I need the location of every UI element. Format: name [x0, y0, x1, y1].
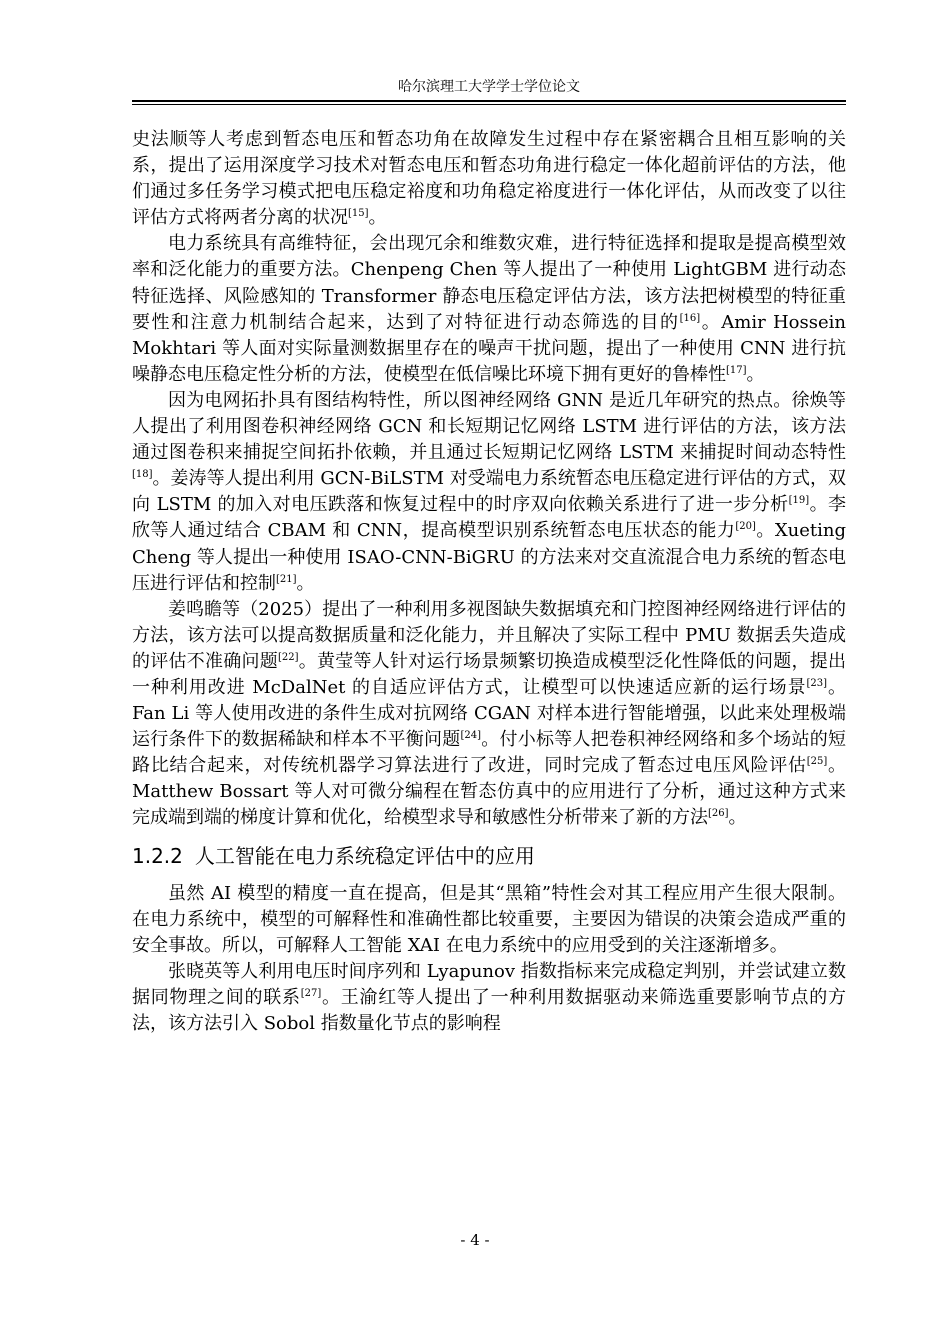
citation: [24] [460, 730, 482, 742]
text-run: 电力系统具有高维特征，会出现冗余和维数灾难，进行特征选择和提取是提高模型效率和泛化能力的重要方法。Chenpeng Chen 等人提出了一种使用 LightGBM 进行动态特征选择、风险感知的 Transformer 静态电压稳定评估方法，该方法把树模型的特征重要性和注意力机制结合起来，达到了对特征进行动态筛选的目的 [132, 233, 846, 333]
section-heading [132, 842, 846, 870]
running-header: 哈尔滨理工大学学士学位论文 [398, 79, 580, 95]
text-run: 。 [368, 207, 387, 229]
text-run: 。 [296, 572, 315, 594]
paragraph [132, 597, 846, 832]
citation: [21] [276, 573, 297, 585]
paragraph [132, 881, 846, 959]
citation: [18] [132, 469, 153, 481]
text-run: 张晓英等人利用电压时间序列和 Lyapunov 指数指标来完成稳定判别，并尝试建立数据同物理之间的联系 [132, 960, 846, 1008]
citation: [16] [679, 312, 701, 324]
section-title: 人工智能在电力系统稳定评估中的应用 [194, 843, 535, 868]
body-text [132, 127, 846, 1037]
citation: [19] [788, 495, 810, 507]
citation: [26] [708, 808, 729, 820]
text-run: 。 [728, 807, 747, 829]
paragraph [132, 388, 846, 597]
citation: [15] [348, 208, 369, 220]
citation: [27] [300, 987, 322, 999]
header-rule-thin [132, 104, 846, 105]
text-run: 。李欣等人通过结合 CBAM 和 CNN，提高模型识别系统暂态电压状态的能力 [132, 494, 846, 542]
text-run: 。Xueting Cheng 等人提出一种使用 ISAO-CNN-BiGRU 的方法来对交直流混合电力系统的暂态电压进行评估和控制 [132, 520, 846, 594]
text-run: 。Amir Hossein Mokhtari 等人面对实际量测数据里存在的噪声干扰问题，提出了一种使用 CNN 进行抗噪静态电压稳定性分析的方法，使模型在低信噪比环境下拥有更好的鲁棒性 [132, 311, 846, 385]
citation: [22] [278, 651, 299, 663]
text-run: 因为电网拓扑具有图结构特性，所以图神经网络 GNN 是近几年研究的热点。徐焕等人提出了利用图卷积神经网络 GCN 和长短期记忆网络 LSTM 进行评估的方法，该方法通过图卷积来捕捉空间拓扑依赖，并且通过长短期记忆网络 LSTM 来捕捉时间动态特性 [132, 389, 846, 464]
paragraph [132, 127, 846, 231]
text-run: 。付小标等人把卷积神经网络和多个场站的短路比结合起来，对传统机器学习算法进行了改进，同时完成了暂态过电压风险评估 [132, 729, 846, 777]
text-run: 史法顺等人考虑到暂态电压和暂态功角在故障发生过程中存在紧密耦合且相互影响的关系，提出了运用深度学习技术对暂态电压和暂态功角进行稳定一体化超前评估的方法，他们通过多任务学习模式把电压稳定裕度和功角稳定裕度进行一体化评估，从而改变了以往评估方式将两者分离的状况 [132, 129, 846, 229]
text-run: 虽然 AI 模型的精度一直在提高，但是其“黑箱”特性会对其工程应用产生很大限制。在电力系统中，模型的可解释性和准确性都比较重要，主要因为错误的决策会造成严重的安全事故。所以，可解释人工智能 XAI 在电力系统中的应用受到的关注逐渐增多。 [132, 882, 846, 956]
text-run: 。姜涛等人提出利用 GCN-BiLSTM 对受端电力系统暂态电压稳定进行评估的方式，双向 LSTM 的加入对电压跌落和恢复过程中的时序双向依赖关系进行了进一步分析 [132, 468, 846, 516]
citation: [20] [735, 521, 756, 533]
text-run: 。 [746, 363, 765, 385]
citation: [23] [806, 677, 828, 689]
paragraph [132, 959, 846, 1037]
header-rule-thick [132, 100, 846, 102]
page-number: - 4 - [460, 1231, 490, 1249]
text-run: 。王渝红等人提出了一种利用数据驱动来筛选重要影响节点的方法，该方法引入 Sobol 指数量化节点的影响程 [132, 986, 847, 1034]
paragraph [132, 231, 846, 388]
citation: [17] [726, 364, 747, 376]
section-number: 1.2.2 [132, 843, 183, 868]
citation: [25] [806, 756, 828, 768]
text-run: 。黄莹等人针对运行场景频繁切换造成模型泛化性降低的问题，提出一种利用改进 McDalNet 的自适应评估方式，让模型可以快速适应新的运行场景 [132, 650, 847, 698]
text-run: 姜鸣瞻等（2025）提出了一种利用多视图缺失数据填充和门控图神经网络进行评估的方法，该方法可以提高数据质量和泛化能力，并且解决了实际工程中 PMU 数据丢失造成的评估不准确问题 [132, 598, 846, 672]
text-run: 。Matthew Bossart 等人对可微分编程在暂态仿真中的应用进行了分析，通过这种方式来完成端到端的梯度计算和优化，给模型求导和敏感性分析带来了新的方法 [132, 755, 847, 829]
text-run: 。Fan Li 等人使用改进的条件生成对抗网络 CGAN 对样本进行智能增强，以此来处理极端运行条件下的数据稀缺和样本不平衡问题 [132, 676, 847, 751]
